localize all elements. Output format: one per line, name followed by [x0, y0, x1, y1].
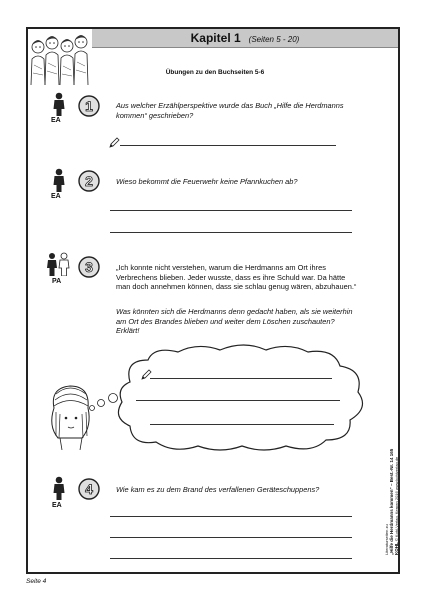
work-mode-label: PA	[52, 278, 62, 285]
page-number: Seite 4	[26, 578, 47, 585]
chapter-pages: (Seiten 5 - 20)	[248, 35, 300, 44]
publisher-side-note	[384, 355, 412, 555]
work-mode-label: EA	[51, 117, 61, 124]
side-note-line3: © Kohl-Verlag, Kerpen 2016 www.kohlverlag.de	[394, 456, 399, 542]
question-1: Aus welcher Erzählperspektive wurde das Buch „Hilfe die Herdmanns kommen“ geschrieben?	[116, 101, 344, 120]
answer-line[interactable]	[110, 210, 352, 211]
answer-line[interactable]	[150, 424, 334, 425]
chapter-title: Kapitel 1	[190, 31, 241, 45]
number-badge	[78, 170, 100, 192]
chapter-header	[92, 29, 398, 48]
single-child-icon	[52, 476, 66, 505]
number-badge	[78, 478, 100, 500]
work-mode-label: EA	[51, 193, 61, 200]
children-illustration	[28, 29, 92, 85]
svg-text:1: 1	[85, 98, 93, 114]
svg-text:2: 2	[85, 173, 93, 189]
answer-line[interactable]	[110, 558, 352, 559]
pair-children-icon	[46, 252, 70, 281]
pencil-icon	[140, 368, 152, 386]
question-4: Wie kam es zu dem Brand des verfallenen Geräteschuppens?	[116, 485, 320, 494]
pencil-icon	[108, 136, 120, 154]
side-note-line1: Literaturseiten zu	[384, 524, 389, 555]
svg-text:4: 4	[85, 481, 93, 497]
question-3: Was könnten sich die Herdmanns denn gedacht haben, als sie weiterhin am Ort des Brandes blieben und weiter dem Löschen zuschauten? Erklärt!	[116, 307, 353, 335]
answer-line[interactable]	[120, 145, 336, 146]
book-quote: „Ich konnte nicht verstehen, warum die Herdmanns am Ort ihres Verbrechens blieben. Jeder wusste, dass es ihre Schuld war. Da hätte man doch annehmen können, dass sie schlau genug wären, abzuhauen.“	[116, 263, 357, 291]
answer-line[interactable]	[110, 232, 352, 233]
svg-text:3: 3	[85, 259, 93, 275]
number-badge	[78, 256, 100, 278]
answer-line[interactable]	[136, 400, 340, 401]
answer-line[interactable]	[110, 516, 352, 517]
exercise-subtitle: Übungen zu den Buchseiten 5-6	[165, 69, 265, 76]
number-badge	[78, 95, 100, 117]
answer-line[interactable]	[110, 537, 352, 538]
question-2: Wieso bekommt die Feuerwehr keine Pfannkuchen ab?	[116, 177, 298, 186]
answer-line[interactable]	[150, 378, 332, 379]
side-note-line2: „Hilfe die Herdmanns kommen“ – Best.-Nr. 14 165	[389, 448, 394, 555]
work-mode-label: EA	[52, 502, 62, 509]
publisher-logo: KOHL	[394, 542, 399, 555]
